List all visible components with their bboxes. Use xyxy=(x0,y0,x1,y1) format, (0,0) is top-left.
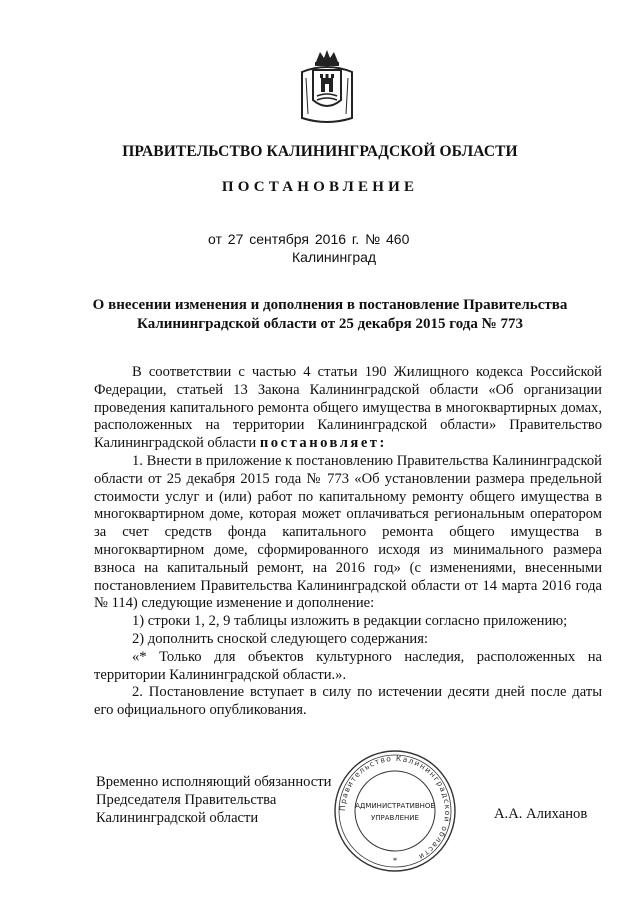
subject-line-2: Калининградской области от 25 декабря 2015 года № 773 xyxy=(137,316,523,332)
footnote-text: «* Только для объектов культурного наследия, расположенных на территории Калининградской области.». xyxy=(94,648,602,683)
clause-2: 2. Постановление вступает в силу по истечении десяти дней после даты его официального опубликования. xyxy=(94,684,602,719)
document-type: ПОСТАНОВЛЕНИЕ xyxy=(221,179,419,195)
government-title: ПРАВИТЕЛЬСТВО КАЛИНИНГРАДСКОЙ ОБЛАСТИ xyxy=(122,143,518,160)
preamble-paragraph xyxy=(94,364,602,453)
document-body xyxy=(94,364,602,720)
document-city: Калининград xyxy=(292,249,377,265)
clause-1: 1. Внести в приложение к постановлению Правительства Калининградской области от 25 декабря 2015 года № 773 «Об установлении размера предельной стоимости услуг и (или) работ по капитальному ремонту общего имущества в многоквартирном доме, которая может оплачиваться региональным оператором за счет средств фонда капитального ремонта общего имущества в многоквартирном доме, сформированного исходя из минимального размера взноса на капитальный ремонт, на 2016 год» (с изменениями, внесенными постановлением Правительства Калининградской области от 14 марта 2016 года № 114) следующие изменение и дополнение: xyxy=(94,452,602,612)
document-date: от 27 сентября 2016 г. xyxy=(208,231,360,247)
signatory-line-3: Калининградской области xyxy=(96,810,259,826)
preamble-text: В соответствии с частью 4 статьи 190 Жилищного кодекса Российской Федерации, статьей 13 Закона Калининградской области «Об организации проведения капитального ремонта общего имущества в многоквартирных домах, расположенных на территории Калининградской области» Правительство Калининградской области xyxy=(94,364,602,452)
subclause-2: 2) дополнить сноской следующего содержания: xyxy=(132,630,429,647)
seal-center-line-2: УПРАВЛЕНИЕ xyxy=(371,814,419,822)
signatory-title xyxy=(96,773,331,827)
signatory-line-2: Председателя Правительства xyxy=(96,792,277,808)
date-number-line xyxy=(208,231,409,247)
signatory-name: А.А. Алиханов xyxy=(494,806,588,822)
signatory-line-1: Временно исполняющий обязанности xyxy=(96,774,332,790)
resolves-word: постановляет: xyxy=(259,435,387,452)
subclause-1: 1) строки 1, 2, 9 таблицы изложить в редакции согласно приложению; xyxy=(132,613,568,630)
document-subject xyxy=(80,296,580,334)
seal-ring-text: Правительство Калининградской области xyxy=(337,753,453,862)
seal-star-icon: * xyxy=(392,856,398,866)
seal-center-line-1: АДМИНИСТРАТИВНОЕ xyxy=(355,802,435,810)
document-number: № 460 xyxy=(365,231,410,247)
official-seal xyxy=(332,748,458,874)
subject-line-1: О внесении изменения и дополнения в постановление Правительства xyxy=(92,297,568,313)
coat-of-arms-icon xyxy=(298,48,356,126)
